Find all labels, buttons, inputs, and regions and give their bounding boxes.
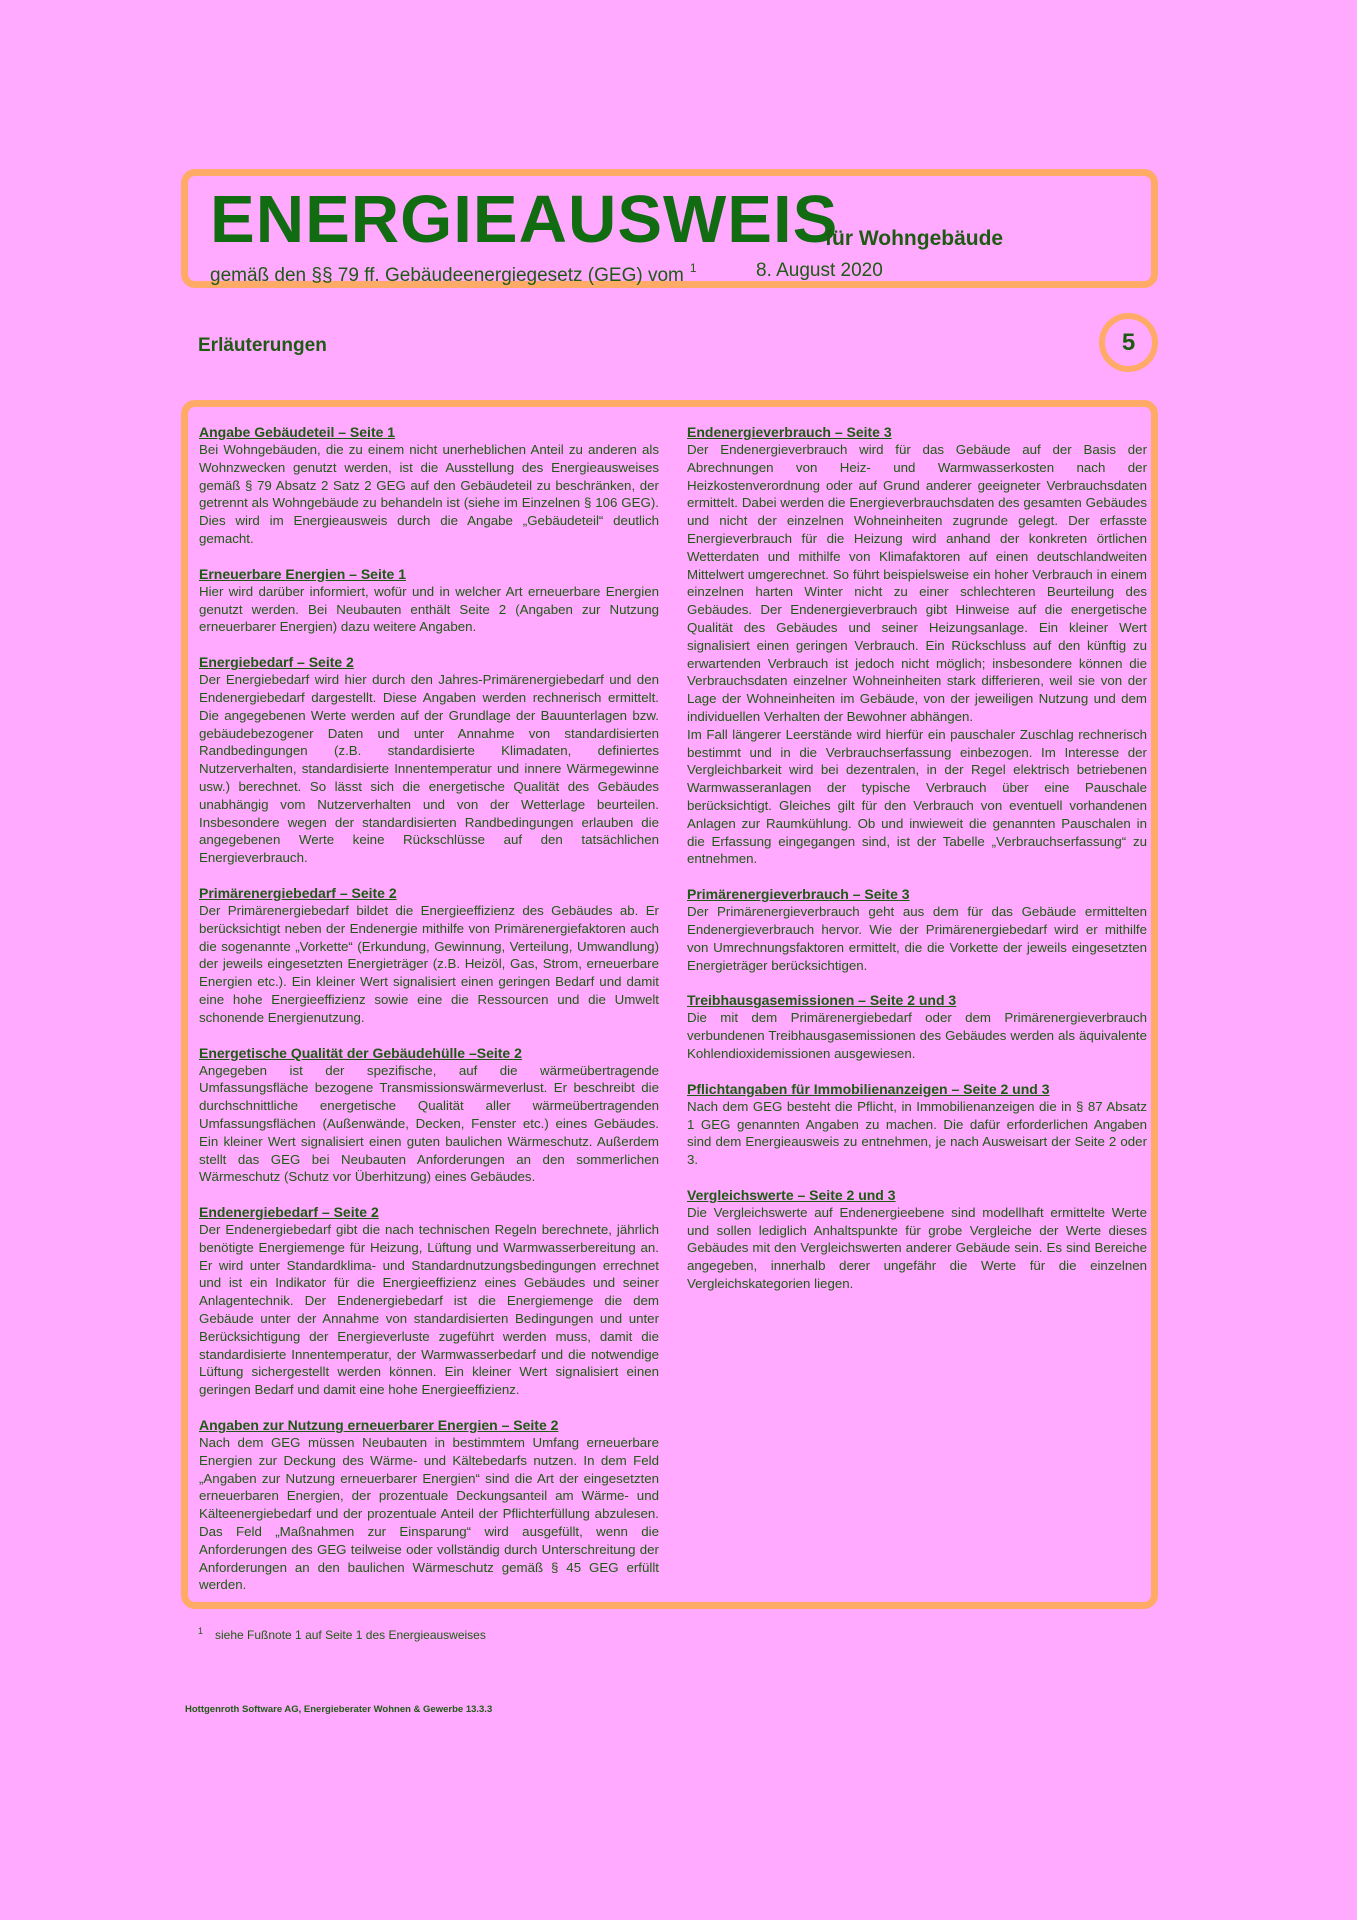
block-heading: Pflichtangaben für Immobilienanzeigen – Seite 2 und 3 xyxy=(687,1080,1050,1097)
block-heading: Endenergiebedarf – Seite 2 xyxy=(199,1204,379,1221)
block-text: Der Endenergieverbrauch wird für das Gebäude auf der Basis der Abrechnungen von Heiz- und Warmwasserkosten nach der Heizkostenverordnung oder auf Grund anderer geeigneter Verbrauchsdaten ermittelt. Dabei werden die Energieverbrauchsdaten des gesamten Gebäudes und nicht der einzelnen Wohneinheiten zugrunde gelegt. Der erfasste Energieverbrauch für die Heizung wird anhand der konkreten örtlichen Wetterdaten und mithilfe von Klimafaktoren auf einen deutschlandweiten Mittelwert umgerechnet. So führt beispielsweise ein hoher Verbrauch in einem einzelnen harten Winter nicht zu einer schlechteren Beurteilung des Gebäudes. Der Endenergieverbrauch gibt Hinweise auf die energetische Qualität des Gebäudes und seiner Heizungsanlage. Ein kleiner Wert signalisiert einen geringen Verbrauch. Ein Rückschluss auf den künftig zu erwartenden Verbrauch ist jedoch nicht möglich; insbesondere können die Verbrauchsdaten einzelner Wohneinheiten stark differieren, weil sie von der Lage der Wohneinheiten im Gebäude, von der jeweiligen Nutzung und dem individuellen Verhalten der Bewohner abhängen. xyxy=(687,442,1147,724)
explanation-block xyxy=(687,424,1147,868)
explanation-block xyxy=(687,1187,1147,1293)
block-heading: Energetische Qualität der Gebäudehülle –Seite 2 xyxy=(199,1044,522,1061)
software-note: Hottgenroth Software AG, Energieberater Wohnen & Gewerbe 13.3.3 xyxy=(185,1704,493,1715)
explanation-block xyxy=(199,654,659,867)
header-box xyxy=(181,169,1158,288)
explanation-block xyxy=(199,1045,659,1187)
block-heading: Endenergieverbrauch – Seite 3 xyxy=(687,424,892,440)
block-text: Nach dem GEG müssen Neubauten in bestimmtem Umfang erneuerbare Energien zur Deckung des Wärme- und Kältebedarfs nutzen. In dem Feld „Angaben zur Nutzung erneuerbarer Energien“ sind die Art der eingesetzten erneuerbaren Energien, der prozentuale Deckungsanteil am Wärme- und Kälteenergiebedarf und der prozentuale Anteil der Pflichterfüllung abzulesen. Das Feld „Maßnahmen zur Einsparung“ wird ausgefüllt, wenn die Anforderungen des GEG teilweise oder vollständig durch Unterschreitung der Anforderungen an den baulichen Wärmeschutz gemäß § 45 GEG erfüllt werden. xyxy=(199,1435,659,1593)
footnote xyxy=(198,1626,486,1642)
block-heading: Erneuerbare Energien – Seite 1 xyxy=(199,565,406,582)
left-column xyxy=(199,424,659,1612)
block-text: Angegeben ist der spezifische, auf die wärmeübertragende Umfassungsfläche bezogene Transmissionswärmeverlust. Er beschreibt die durchschnittliche energetische Qualität aller wärmeübertragenden Umfassungsflächen (Außenwände, Decken, Fenster etc.) eines Gebäudes. Ein kleiner Wert signalisiert einen guten baulichen Wärmeschutz. Außerdem stellt das GEG bei Neubauten Anforderungen an den sommerlichen Wärmeschutz (Schutz vor Überhitzung) eines Gebäudes. xyxy=(199,1062,659,1185)
explanation-block xyxy=(199,424,659,548)
block-text: Der Primärenergiebedarf bildet die Energieeffizienz des Gebäudes ab. Er berücksichtigt neben der Endenergie mithilfe von Primärenergiefaktoren auch die sogenannte „Vorkette“ (Erkundung, Gewinnung, Verteilung, Umwandlung) der jeweils eingesetzten Energieträger (z.B. Heizöl, Gas, Strom, erneuerbare Energien etc.). Ein kleiner Wert signalisiert einen geringen Bedarf und damit eine hohe Energieeffizienz sowie eine die Ressourcen und die Umwelt schonende Energienutzung. xyxy=(199,902,659,1025)
block-heading: Primärenergiebedarf – Seite 2 xyxy=(199,884,397,901)
block-text: Bei Wohngebäuden, die zu einem nicht unerheblichen Anteil zu anderen als Wohnzwecken genutzt werden, ist die Ausstellung des Energieausweises gemäß § 79 Absatz 2 Satz 2 GEG auf den Gebäudeteil zu beschränken, der getrennt als Wohngebäude zu behandeln ist (siehe im Einzelnen § 106 GEG). Dies wird im Energieausweis durch die Angabe „Gebäudeteil“ deutlich gemacht. xyxy=(199,442,659,546)
block-heading: Treibhausgasemissionen – Seite 2 und 3 xyxy=(687,992,957,1009)
explanation-block xyxy=(199,1417,659,1594)
content-box xyxy=(181,400,1158,1609)
block-heading: Energiebedarf – Seite 2 xyxy=(199,654,354,671)
block-heading: Primärenergieverbrauch – Seite 3 xyxy=(687,886,910,903)
law-text: gemäß den §§ 79 ff. Gebäudeenergiegesetz (GEG) vom xyxy=(210,265,684,286)
footnote-text: siehe Fußnote 1 auf Seite 1 des Energieausweises xyxy=(215,1628,486,1642)
block-heading: Vergleichswerte – Seite 2 und 3 xyxy=(687,1186,896,1203)
footnote-mark: 1 xyxy=(198,1626,204,1636)
block-text: Die Vergleichswerte auf Endenergieebene sind modellhaft ermittelte Werte und sollen lediglich Anhaltspunkte für grobe Vergleiche der Werte dieses Gebäudes mit den Vergleichswerten anderer Gebäude sein. Es sind Bereiche angegeben, innerhalb derer ungefähr die Werte für die einzelnen Vergleichskategorien liegen. xyxy=(687,1204,1147,1292)
document-title: ENERGIEAUSWEIS xyxy=(210,182,839,257)
block-text: Die mit dem Primärenergiebedarf oder dem Primärenergieverbrauch verbundenen Treibhausgasemissionen des Gebäudes werden als äquivalente Kohlendioxidemissionen ausgewiesen. xyxy=(687,1010,1147,1061)
law-reference xyxy=(210,261,697,287)
explanation-block xyxy=(199,1204,659,1399)
block-text: Der Energiebedarf wird hier durch den Jahres-Primärenergiebedarf und den Endenergiebedarf dargestellt. Diese Angaben werden rechnerisch ermittelt. Die angegebenen Werte werden auf der Grundlage der Bauunterlagen bzw. gebäudebezogener Daten und unter Annahme von standardisierten Randbedingungen (z.B. standardisierte Klimadaten, definiertes Nutzerverhalten, standardisierte Innentemperatur und innere Wärmegewinne usw.) berechnet. So lässt sich die energetische Qualität des Gebäudes unabhängig vom Nutzerverhalten und von der Wetterlage beurteilen. Insbesondere wegen der standardisierten Randbedingungen erlauben die angegebenen Werte keine Rückschlüsse auf den tatsächlichen Energieverbrauch. xyxy=(199,672,659,866)
right-column xyxy=(687,424,1147,1311)
block-text: Nach dem GEG besteht die Pflicht, in Immobilienanzeigen die in § 87 Absatz 1 GEG genannten Angaben zu machen. Die dafür erforderlichen Angaben sind dem Energieausweis zu entnehmen, je nach Ausweisart der Seite 2 oder 3. xyxy=(687,1098,1147,1168)
page-number-badge: 5 xyxy=(1099,313,1158,372)
law-footnote-mark: 1 xyxy=(689,261,697,275)
explanation-block xyxy=(687,886,1147,974)
explanation-block xyxy=(199,566,659,636)
block-heading: Angaben zur Nutzung erneuerbarer Energien – Seite 2 xyxy=(199,1417,559,1434)
building-type: für Wohngebäude xyxy=(825,227,1004,250)
explanation-block xyxy=(687,1081,1147,1169)
block-text: Der Endenergiebedarf gibt die nach technischen Regeln berechnete, jährlich benötigte Energiemenge für Heizung, Lüftung und Warmwasserbereitung an. Er wird unter Standardklima- und Standardnutzungsbedingungen errechnet und ist ein Indikator für die Energieeffizienz eines Gebäudes und seiner Anlagentechnik. Der Endenergiebedarf ist die Energiemenge die dem Gebäude unter der Annahme von standardisierten Bedingungen und unter Berücksichtigung der Energieverluste zugeführt werden muss, damit die standardisierte Innentemperatur, der Warmwasserbedarf und die notwendige Lüftung sichergestellt werden können. Ein kleiner Wert signalisiert einen geringen Bedarf und damit eine hohe Energieeffizienz. xyxy=(199,1222,659,1398)
block-text-continued: Im Fall längerer Leerstände wird hierfür ein pauschaler Zuschlag rechnerisch bestimmt und in die Verbrauchserfassung einbezogen. Im Interesse der Vergleichbarkeit wird bei dezentralen, in der Regel elektrisch betriebenen Warmwasseranlagen der typische Verbrauch über eine Pauschale berücksichtigt. Gleiches gilt für den Verbrauch von eventuell vorhandenen Anlagen zur Raumkühlung. Ob und inwieweit die genannten Pauschalen in die Erfassung eingegangen sind, ist der Tabelle „Verbrauchserfassung“ zu entnehmen. xyxy=(687,726,1147,867)
law-date: 8. August 2020 xyxy=(756,260,883,281)
explanation-block xyxy=(687,992,1147,1062)
block-text: Der Primärenergieverbrauch geht aus dem für das Gebäude ermittelten Endenergieverbrauch hervor. Wie der Primärenergiebedarf wird er mithilfe von Umrechnungsfaktoren ermittelt, die die Vorkette der jeweils eingesetzten Energieträger berücksichtigen. xyxy=(687,904,1147,973)
block-text: Hier wird darüber informiert, wofür und in welcher Art erneuerbare Energien genutzt werden. Bei Neubauten enthält Seite 2 (Angaben zur Nutzung erneuerbarer Energien) dazu weitere Angaben. xyxy=(199,583,659,635)
explanation-block xyxy=(199,885,659,1027)
block-heading: Angabe Gebäudeteil – Seite 1 xyxy=(199,424,396,440)
section-title: Erläuterungen xyxy=(198,335,327,356)
